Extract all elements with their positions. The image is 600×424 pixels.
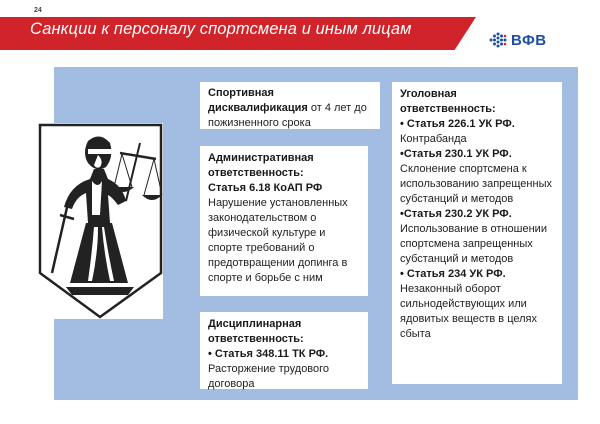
admin-article: Статья 6.18 КоАП РФ bbox=[208, 182, 323, 194]
criminal-text-2: Склонение спортсмена к использованию запрещенных субстанций и методов bbox=[400, 163, 552, 205]
disciplinary-text: Расторжение трудового договора bbox=[208, 363, 330, 390]
criminal-text-4: Незаконный оборот сильнодействующих или ядовитых веществ в целях сбыта bbox=[400, 283, 538, 340]
sport-heading: Спортивная дисквалификация bbox=[208, 87, 308, 114]
disciplinary-article: • Статья 348.11 ТК РФ. bbox=[208, 348, 329, 360]
logo-text: ВФВ bbox=[511, 31, 547, 49]
sport-text: от 4 лет до пожизненного срока bbox=[208, 102, 367, 129]
criminal-liability-card bbox=[392, 82, 562, 384]
globe-icon bbox=[488, 31, 508, 49]
slide-title: Санкции к персоналу спортсмена и иным лицам bbox=[30, 20, 412, 38]
admin-text: Нарушение установленных законодательством о физической культуре и спорте требований о предотвращении допинга в спорте и борьбе с ним bbox=[208, 197, 348, 284]
criminal-article-4: • Статья 234 УК РФ. bbox=[400, 268, 506, 280]
disciplinary-liability-card bbox=[200, 312, 368, 389]
disciplinary-heading: Дисциплинарная ответственность: bbox=[208, 318, 304, 345]
page-number: 24 bbox=[34, 7, 42, 14]
sport-disqualification-card bbox=[200, 82, 380, 129]
criminal-article-3: •Статья 230.2 УК РФ. bbox=[400, 208, 512, 220]
criminal-text-1: Контрабанда bbox=[400, 133, 467, 145]
justice-figure bbox=[38, 123, 163, 319]
admin-heading: Административная ответственность: bbox=[208, 152, 314, 179]
lady-justice-icon bbox=[38, 123, 163, 319]
vfv-logo bbox=[488, 31, 547, 49]
criminal-heading: Уголовная ответственность: bbox=[400, 88, 496, 115]
criminal-article-2: •Статья 230.1 УК РФ. bbox=[400, 148, 512, 160]
criminal-text-3: Использование в отношении спортсмена запрещенных субстанций и методов bbox=[400, 223, 547, 265]
administrative-liability-card bbox=[200, 146, 368, 296]
criminal-article-1: • Статья 226.1 УК РФ. bbox=[400, 118, 515, 130]
